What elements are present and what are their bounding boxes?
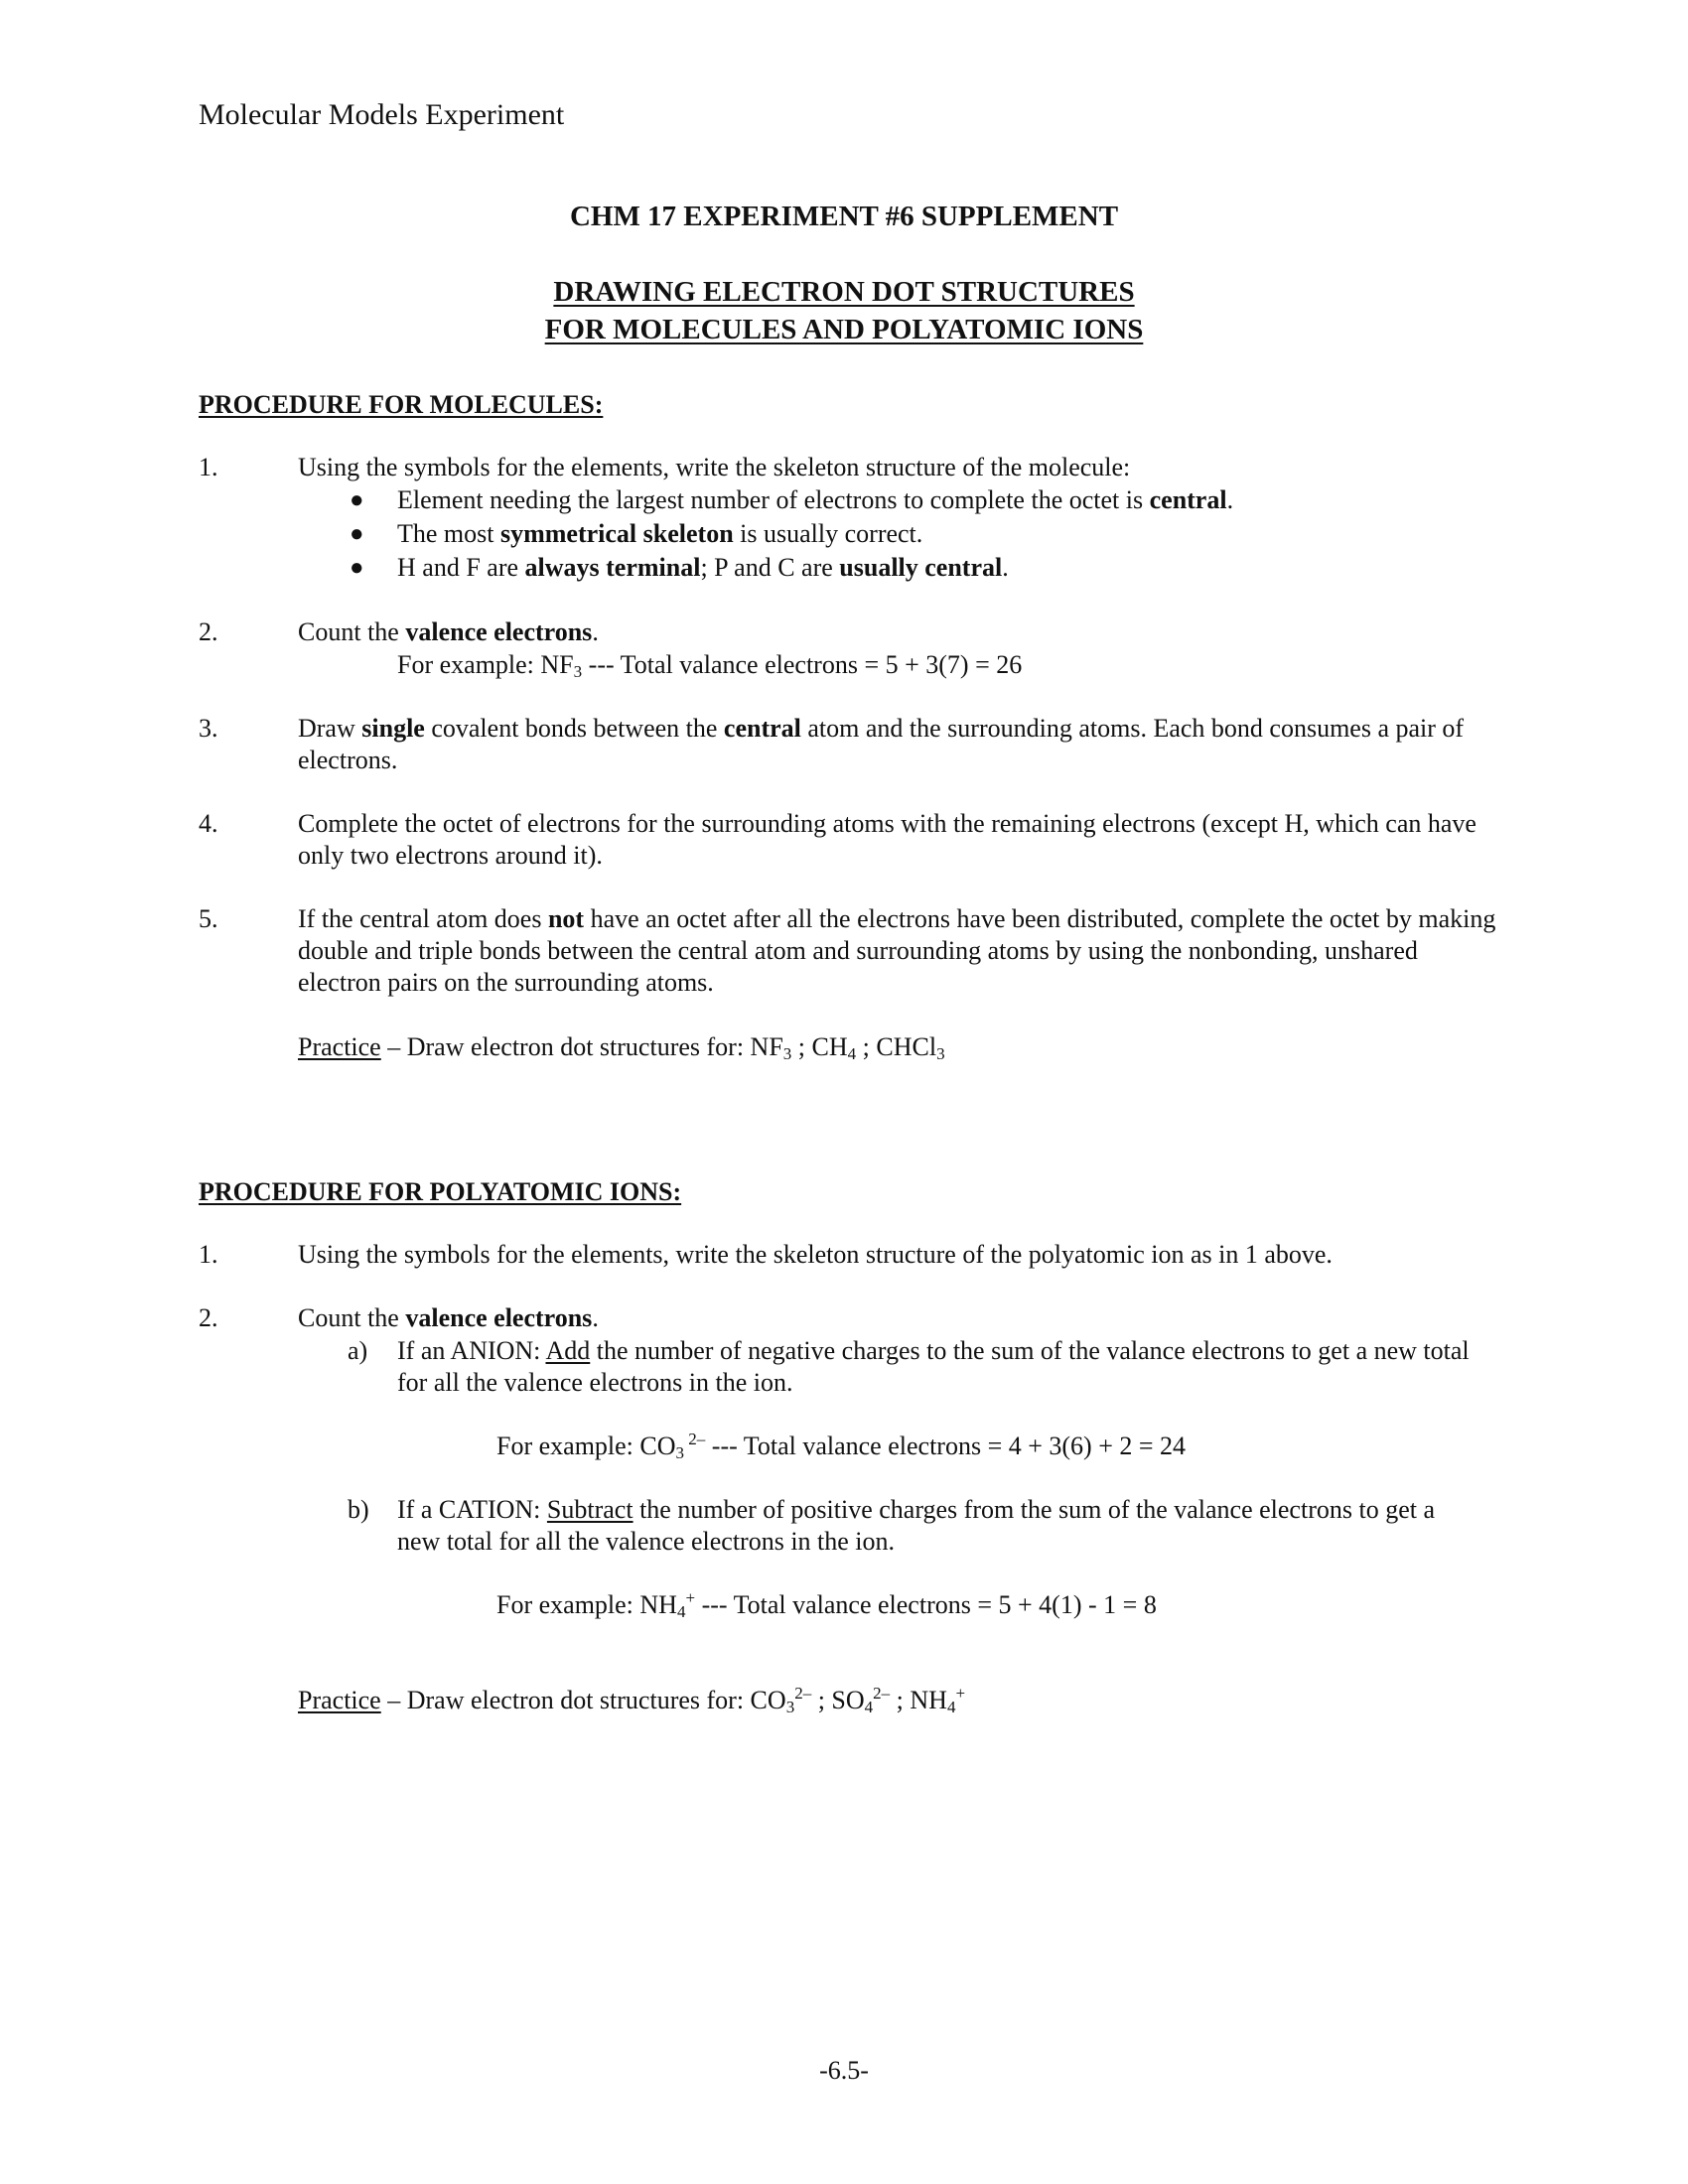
example-text: For example: $NF_3$ --- Total valance electrons = 5 + 3(7) = 26	[397, 650, 1023, 681]
practice-text: Practice – Draw electron dot structures for: $NF_3$ ; $CH_4$ ; CHCl$_3$	[298, 1032, 945, 1063]
sub-step-label: a)	[348, 1336, 368, 1365]
running-header: Molecular Models Experiment	[199, 98, 565, 131]
bullet-text: H and F are always terminal; P and C are usually central.	[397, 553, 1009, 582]
step-number: 4.	[199, 809, 218, 838]
step-number: 1.	[199, 453, 218, 481]
section-heading-polyatomic-ions: PROCEDURE FOR POLYATOMIC IONS:	[199, 1177, 682, 1206]
step-text: Using the symbols for the elements, write the skeleton structure of the molecule:	[298, 453, 1131, 481]
step-number: 5.	[199, 904, 218, 933]
document-title: CHM 17 EXPERIMENT #6 SUPPLEMENT	[569, 201, 1119, 232]
step-number: 1.	[199, 1240, 218, 1269]
anion-rule-text: If an ANION: Add the number of negative charges to the sum of the valance electrons to get a new total for all the valence electrons in the ion.	[397, 1336, 1470, 1397]
step-text: Count the valence electrons.	[298, 1303, 599, 1332]
cation-rule-text: If a CATION: Subtract the number of positive charges from the sum of the valance electrons to get a new total for all the valence electrons in the ion.	[397, 1495, 1435, 1556]
step-number: 2.	[199, 1303, 218, 1332]
document-subtitle-line2: FOR MOLECULES AND POLYATOMIC IONS	[544, 314, 1144, 345]
step-text: Using the symbols for the elements, write the skeleton structure of the polyatomic ion as in 1 above.	[298, 1240, 1333, 1269]
example-text: For example: $NH_4^+$ --- Total valance electrons = 5 + 4(1) - 1 = 8	[496, 1588, 1157, 1621]
bullet-icon: ●	[350, 555, 364, 581]
step-text: Draw single covalent bonds between the central atom and the surrounding atoms. Each bond consumes a pair of electrons.	[298, 714, 1465, 774]
step-text: Count the valence electrons.	[298, 617, 599, 646]
step-text: If the central atom does not have an octet after all the electrons have been distributed, complete the octet by making double and triple bonds between the central atom and surrounding atoms by using the nonbonding, unshared electron pairs on the surrounding atoms.	[298, 904, 1496, 997]
step-number: 3.	[199, 714, 218, 743]
document-subtitle-line1: DRAWING ELECTRON DOT STRUCTURES	[553, 276, 1135, 308]
example-text: For example: $CO_3$ $^{2-}$ --- Total valance electrons = 4 + 3(6) + 2 = 24	[496, 1430, 1187, 1462]
step-text: Complete the octet of electrons for the surrounding atoms with the remaining electrons (except H, which can have only two electrons around it).	[298, 809, 1477, 870]
section-heading-molecules: PROCEDURE FOR MOLECULES:	[199, 390, 604, 419]
bullet-text: The most symmetrical skeleton is usually correct.	[397, 519, 923, 548]
practice-text: Practice – Draw electron dot structures for: $CO_3^{2-}$ ; $SO_4^{2-}$ ; $NH_4^+$	[298, 1684, 966, 1716]
bullet-text: Element needing the largest number of electrons to complete the octet is central.	[397, 485, 1234, 514]
page-number: -6.5-	[819, 2056, 869, 2085]
bullet-icon: ●	[350, 487, 364, 513]
step-number: 2.	[199, 617, 218, 646]
bullet-icon: ●	[350, 521, 364, 547]
sub-step-label: b)	[348, 1495, 369, 1524]
